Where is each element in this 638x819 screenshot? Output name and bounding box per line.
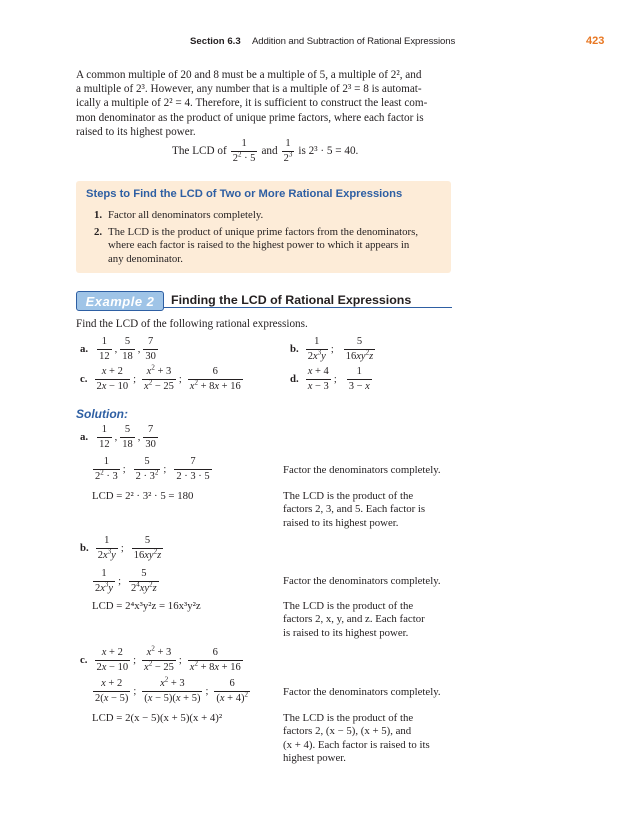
intro-line: raised to its highest power. [76,125,196,138]
step-item [94,226,446,266]
problem-label: d. [290,373,299,386]
solution-a-note: The LCD is the product of the factors 2, 3, and 5. Each factor is raised to its highest power. [283,490,426,529]
problem-label: a. [80,343,89,356]
section-number: Section 6.3 [190,36,241,47]
step-text: Factor all denominators completely. [108,209,264,221]
problem-label: c. [80,654,88,667]
solution-b-lcd: LCD = 2⁴x³y²z = 16x³y²z [92,600,201,612]
problem-a: a. $\frac{1}{12}$ , $\frac{5}{18}$ , $\frac{7}{30}$ [80,336,156,362]
solution-a-factored: $\frac{1}{2^2 \cdot 3}$ ; $\frac{5}{2 \cdot 3^2}$ ; $\frac{7}{2 \cdot 3 \cdot 5}$ [95,456,210,482]
steps-box-title: Steps to Find the LCD of Two or More Rational Expressions [86,188,403,200]
step-text: The LCD is the product of unique prime factors from the denominators, [108,226,419,238]
solution-c-lcd: LCD = 2(x − 5)(x + 5)(x + 4)² [92,712,223,724]
intro-line: A common multiple of 20 and 8 must be a multiple of 5, a multiple of 2², and [76,69,422,81]
example-title: Finding the LCD of Rational Expressions [171,293,412,307]
factor-note: Factor the denominators completely. [283,575,441,587]
intro-paragraph [76,68,452,139]
step-number: 1. [94,209,103,221]
lcd-example-equation [172,138,358,164]
problem-label: c. [80,373,88,386]
example-prompt: Find the LCD of the following rational expressions. [76,318,308,330]
step-item [94,209,446,222]
solution-b-note: The LCD is the product of the factors 2, x, y, and z. Each factor is raised to its highest power. [283,600,425,639]
problem-label: a. [80,431,89,444]
solution-label: Solution: [76,407,128,421]
lcd-prefix: The LCD of [172,145,227,158]
section-title: Addition and Subtraction of Rational Expressions [252,36,456,47]
problem-label: b. [80,542,89,555]
step-text: where each factor is raised to the highest power to which it appears in [108,239,410,252]
solution-a-given: a. $\frac{1}{12}$ , $\frac{5}{18}$ , $\frac{7}{30}$ [80,424,156,450]
lcd-and: and [261,145,278,158]
solution-c-note: The LCD is the product of the factors 2, (x − 5), (x + 5), and (x + 4). Each factor is raised to its highest power. [283,712,430,765]
solution-c-factored: $\frac{x + 2}{2(x - 5)}$ ; $\frac{x^2 + 3}{(x - 5)(x + 5)}$ ; $\frac{6}{(x + 4)^2}$ [95,675,248,704]
page-number: 423 [586,35,605,47]
lcd-result: is 2³ · 5 = 40. [298,145,359,158]
problem-c: c. $\frac{x + 2}{2x - 10}$ ; $\frac{x^2 + 3}{x^2 - 25}$ ; $\frac{6}{x^2 + 8x + 16}$ [80,363,241,392]
solution-b-given: b. $\frac{1}{2x^3y}$ ; $\frac{5}{16xy^2z}$ [80,535,162,561]
fraction: $\frac{1}{2^3}$ [283,138,293,164]
intro-line: ically a multiple of 2² = 4. Therefore, it is sufficient to construct the least com- [76,97,428,110]
problem-label: b. [290,343,299,356]
problem-d: d. $\frac{x + 4}{x - 3}$ ; $\frac{1}{3 - x}$ [290,366,370,392]
solution-b-factored: $\frac{1}{2x^3y}$ ; $\frac{5}{2^4xy^2z}$ [95,568,157,594]
step-text: any denominator. [108,252,183,265]
solution-c-given: c. $\frac{x + 2}{2x - 10}$ ; $\frac{x^2 + 3}{x^2 - 25}$ ; $\frac{6}{x^2 + 8x + 16}$ [80,644,241,673]
fraction: $\frac{1}{2^2 \cdot 5}$ [232,138,256,164]
intro-line: mon denominator as the product of unique prime factors, where each factor is [76,111,424,124]
factor-note: Factor the denominators completely. [283,464,441,476]
problem-b: b. $\frac{1}{2x^3y}$ ; $\frac{5}{16xy^2z}$ [290,336,374,362]
step-number: 2. [94,226,103,238]
example-badge: Example 2 [76,291,164,311]
factor-note: Factor the denominators completely. [283,686,441,698]
intro-line: a multiple of 2³. However, any number that is a multiple of 2³ = 8 is automat- [76,83,422,96]
solution-a-lcd: LCD = 2² · 3² · 5 = 180 [92,490,194,502]
